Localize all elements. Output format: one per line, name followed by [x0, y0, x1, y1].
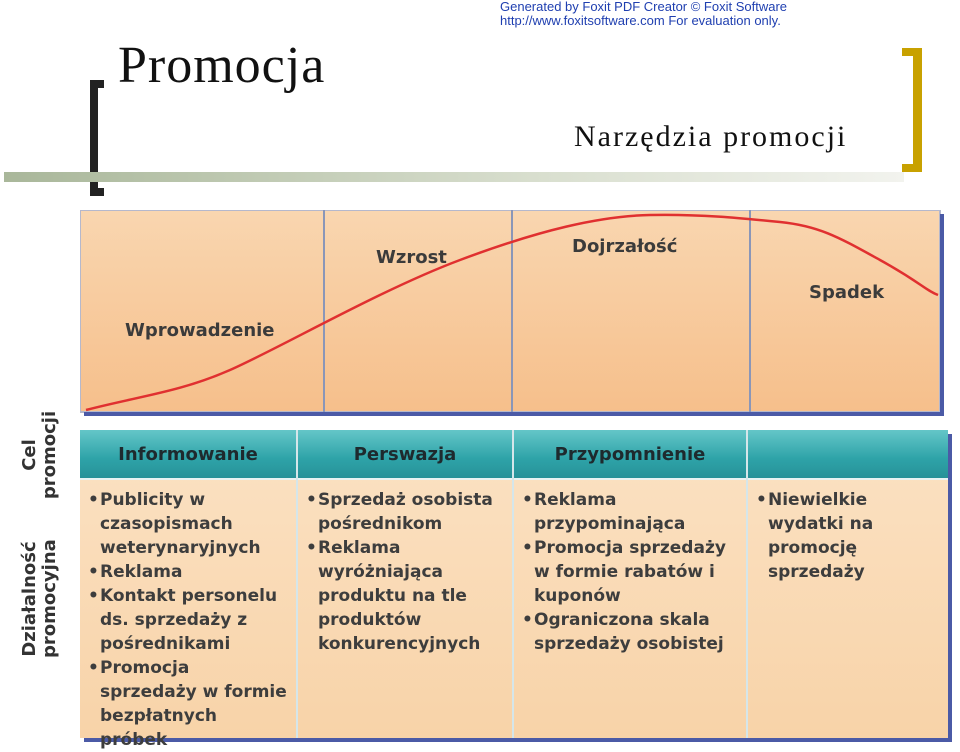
stage-label-decline: Spadek — [809, 282, 885, 303]
watermark-line-2: http://www.foxitsoftware.com For evaluation only. — [500, 13, 781, 28]
list-item: • Promocja sprzedaży w formie rabatów i kuponów — [522, 536, 740, 608]
divider-rule — [4, 172, 904, 182]
watermark-line-1: Generated by Foxit PDF Creator © Foxit Software — [500, 0, 788, 14]
list-item: • Niewielkie wydatki na promocję sprzedaży — [756, 488, 942, 584]
side-label-goal — [20, 410, 60, 500]
column-item-list — [748, 488, 948, 584]
slide-title: Promocja — [118, 37, 326, 94]
column-item-list — [298, 488, 512, 656]
list-item: • Reklama — [88, 560, 290, 584]
column-informing — [80, 430, 298, 750]
promotion-table — [80, 430, 948, 750]
side-label-goal-line1: Cel — [19, 439, 40, 471]
list-item: • Promocja sprzedaży w formie bezpłatnych próbek — [88, 656, 290, 752]
side-label-goal-line2: promocji — [39, 410, 60, 500]
column-heading: Informowanie — [80, 430, 296, 480]
stage-label-introduction: Wprowadzenie — [125, 320, 275, 341]
lifecycle-svg — [80, 210, 944, 416]
column-decline — [748, 430, 948, 738]
list-item: • Reklama przypominająca — [522, 488, 740, 536]
side-label-activity-line1: Działalność — [19, 541, 40, 657]
list-item: • Reklama wyróżniająca produktu na tle produktów konkurencyjnych — [306, 536, 506, 656]
list-item: • Kontakt personelu ds. sprzedaży z pośrednikami — [88, 584, 290, 656]
column-persuasion — [298, 430, 514, 738]
list-item: • Sprzedaż osobista pośrednikom — [306, 488, 506, 536]
list-item: • Publicity w czasopismach weterynaryjnych — [88, 488, 290, 560]
slide-subtitle: Narzędzia promocji — [574, 120, 848, 153]
side-label-activity-line2: promocyjna — [39, 539, 60, 658]
side-label-activity — [20, 540, 60, 658]
column-heading: Przypomnienie — [514, 430, 746, 480]
column-item-list — [80, 488, 296, 752]
list-item: • Ograniczona skala sprzedaży osobistej — [522, 608, 740, 656]
column-item-list — [514, 488, 746, 656]
pdf-watermark — [500, 0, 820, 28]
column-reminder — [514, 430, 748, 738]
right-bracket-decoration — [902, 48, 922, 172]
column-heading: Perswazja — [298, 430, 512, 480]
product-lifecycle-chart — [80, 210, 944, 416]
lifecycle-shadow-bottom — [84, 412, 944, 416]
stage-label-growth: Wzrost — [376, 247, 447, 268]
column-heading — [748, 430, 948, 480]
lifecycle-background — [80, 210, 940, 412]
lifecycle-shadow-right — [940, 214, 944, 416]
stage-label-maturity: Dojrzałość — [572, 236, 678, 257]
